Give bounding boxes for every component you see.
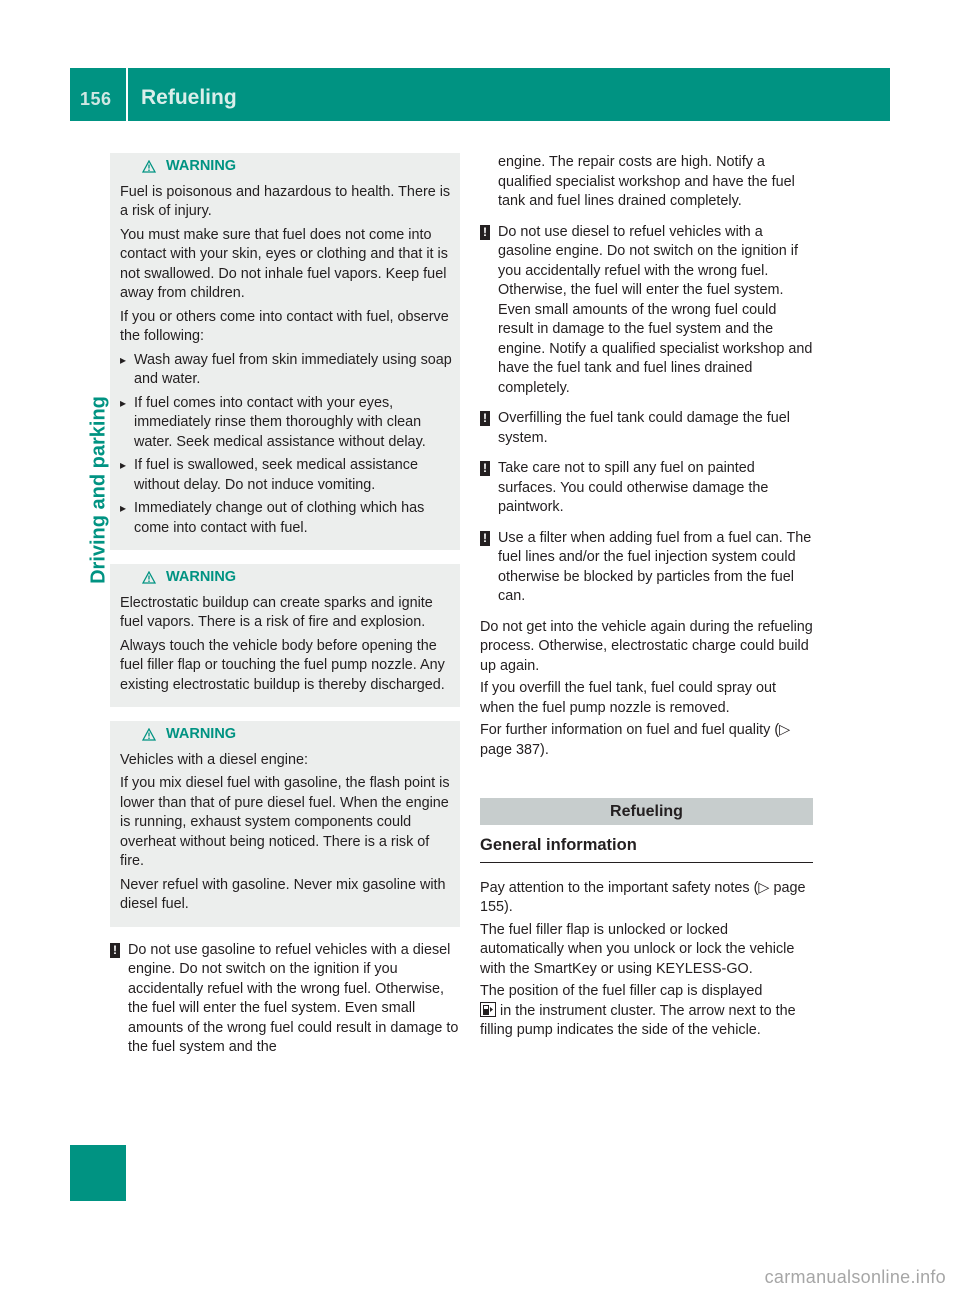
left-column [110,153,460,1069]
page-number: 156 [80,89,112,109]
caution-note [480,409,813,448]
caution-note-continued [480,153,813,212]
warning-triangle-icon [142,160,156,173]
caution-note [110,941,460,1058]
section-heading: Refueling [480,798,813,825]
caution-note [480,529,813,607]
warning-triangle-icon [142,571,156,584]
paragraph: If you or others come into contact with fuel, observe the following: [120,308,449,344]
paragraph-prefix: The position of the fuel filler cap is displayed [480,983,763,999]
warning-heading-text: WARNING [166,726,237,742]
warning-heading [120,725,452,745]
page-reference-paragraph: Pay attention to the important safety notes (▷ page 155). [480,879,806,915]
paragraph: Never refuel with gasoline. Never mix gasoline with diesel fuel. [120,876,446,912]
caution-note [480,223,813,399]
caution-exclamation-icon: ! [480,411,490,426]
page-header [70,68,890,121]
note-text: engine. The repair costs are high. Notify a qualified specialist workshop and have the fuel tank and fuel lines drained completely. [498,154,795,209]
paragraph: Always touch the vehicle body before opening the fuel filler flap or touching the fuel pump nozzle. Any existing electrostatic buildup is thereby discharged. [120,637,445,693]
warning-heading-text: WARNING [166,158,237,174]
page-title: Refueling [141,86,237,109]
caution-exclamation-icon: ! [480,461,490,476]
note-text: Use a filter when adding fuel from a fuel can. The fuel lines and/or the fuel injection system could otherwise be blocked by particles from the fuel can. [498,529,812,604]
caution-exclamation-icon: ! [480,531,490,546]
paragraph: You must make sure that fuel does not come into contact with your skin, eyes or clothing and that it is not swallowed. Do not inhale fuel vapors. Keep fuel away from children. [120,226,448,301]
paragraph: Vehicles with a diesel engine: [120,751,308,768]
bullet-list [120,351,452,539]
warning-heading [120,568,452,588]
right-column [480,153,813,1044]
note-text: Overfilling the fuel tank could damage the fuel system. [498,410,790,446]
list-item: ▸ Immediately change out of clothing which has come into contact with fuel. [120,499,452,538]
list-item: ▸ If fuel is swallowed, seek medical assistance without delay. Do not induce vomiting. [120,456,452,495]
paragraph [480,982,813,1041]
subsection-heading: General information [480,836,813,863]
warning-heading-text: WARNING [166,569,237,585]
note-text: Take care not to spill any fuel on painted surfaces. You could otherwise damage the paintwork. [498,460,769,515]
header-divider [126,68,128,121]
chapter-tab-marker [70,1145,126,1201]
caution-exclamation-icon: ! [480,225,490,240]
fuel-pump-icon [480,1002,496,1017]
warning-box-diesel [110,721,460,927]
note-text: Do not use diesel to refuel vehicles with a gasoline engine. Do not switch on the ignition if you accidentally refuel with the wrong fuel. Otherwise, the fuel will enter the fuel system. Even small amounts of the wrong fuel could result in damage to the fuel system and the engine. Notify a qualified specialist workshop and have the fuel tank and fuel lines drained completely. [498,223,813,396]
warning-box-fuel-poison [110,153,460,550]
chapter-tab-label: Driving and parking [87,396,110,584]
warning-triangle-icon [142,728,156,741]
warning-heading [120,157,452,177]
paragraph: Fuel is poisonous and hazardous to health. There is a risk of injury. [120,183,451,219]
paragraph: If you mix diesel fuel with gasoline, the flash point is lower than that of pure diesel fuel. When the engine is running, exhaust system components could overheat without being noticed. There is a risk of fire. [120,775,450,869]
list-item: ▸ If fuel comes into contact with your eyes, immediately rinse them thoroughly with clean water. Seek medical assistance without delay. [120,394,452,453]
page-reference-paragraph: For further information on fuel and fuel quality (▷ page 387). [480,722,791,758]
warning-box-electrostatic [110,564,460,707]
list-item: ▸ Wash away fuel from skin immediately using soap and water. [120,351,452,390]
paragraph: Electrostatic buildup can create sparks and ignite fuel vapors. There is a risk of fire and explosion. [120,594,433,630]
paragraph-suffix: in the instrument cluster. The arrow next to the filling pump indicates the side of the vehicle. [480,1002,796,1038]
caution-exclamation-icon: ! [110,943,120,958]
paragraph: Do not get into the vehicle again during the refueling process. Otherwise, electrostatic charge could build up again. [480,618,813,674]
watermark: carmanualsonline.info [764,1267,946,1287]
paragraph: The fuel filler flap is unlocked or locked automatically when you unlock or lock the vehicle with the SmartKey or using KEYLESS-GO. [480,921,795,977]
note-text: Do not use gasoline to refuel vehicles with a diesel engine. Do not switch on the ignition if you accidentally refuel with the wrong fuel. Otherwise, the fuel will enter the fuel system. Even small amounts of the wrong fuel could result in damage to the fuel system and the [128,941,459,1055]
paragraph: If you overfill the fuel tank, fuel could spray out when the fuel pump nozzle is removed. [480,680,776,716]
caution-note [480,459,813,518]
